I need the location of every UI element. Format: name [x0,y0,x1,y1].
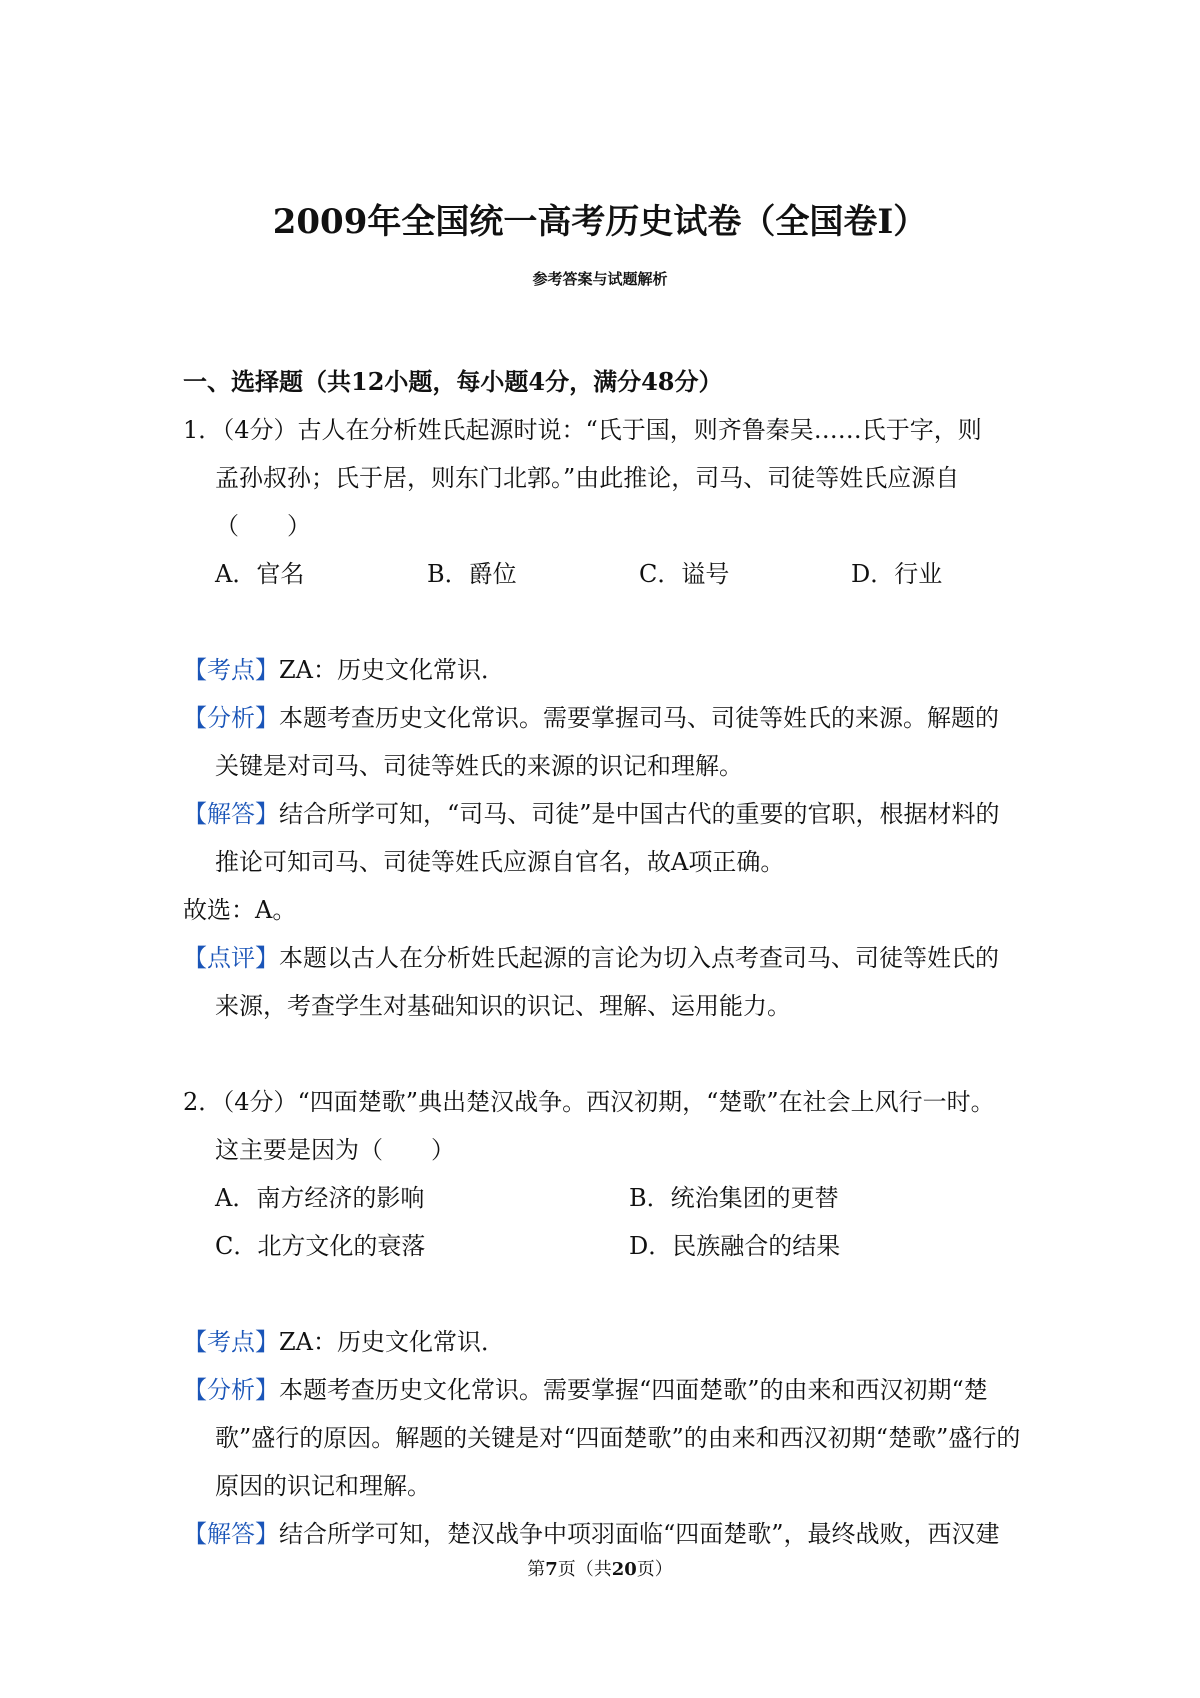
q2-fenxi-line-2: 歌”盛行的原因。解题的关键是对“四面楚歌”的由来和西汉初期“楚歌”盛行的 [215,1424,1021,1452]
footer-suffix: 页） [636,1559,673,1580]
q2-option-c: C．北方文化的衰落 [215,1232,426,1260]
section-heading: 一、选择题（共12小题，每小题4分，满分48分） [183,367,723,396]
footer-total-pages: 20 [611,1559,637,1580]
q1-fenxi-line-2: 关键是对司马、司徒等姓氏的来源的识记和理解。 [215,752,743,780]
q2-stem-line-1: 2．（4分）“四面楚歌”典出楚汉战争。西汉初期，“楚歌”在社会上风行一时。 [183,1088,995,1116]
kaodian-tag: 【考点】 [183,1328,279,1356]
dianping-tag: 【点评】 [183,944,279,972]
fenxi-text: 本题考查历史文化常识。需要掌握司马、司徒等姓氏的来源。解题的 [279,704,999,732]
q1-option-d: D．行业 [851,560,943,588]
jieda-tag: 【解答】 [183,1520,279,1548]
question-2 [183,1078,1033,1270]
jieda-text: 结合所学可知，楚汉战争中项羽面临“四面楚歌”，最终战败，西汉建 [279,1520,1000,1548]
q1-dianping [183,934,1033,982]
q1-stem-line-3: （ ） [215,512,311,540]
q1-jieda-line-2: 推论可知司马、司徒等姓氏应源自官名，故A项正确。 [215,848,785,876]
spacer [183,1030,1033,1078]
document-subtitle: 参考答案与试题解析 [532,270,668,288]
page-footer [0,1557,1200,1583]
q1-fenxi [183,694,1033,742]
q1-explanation [183,646,1033,1030]
q2-option-a: A．南方经济的影响 [215,1184,425,1212]
q1-option-b: B．爵位 [427,560,517,588]
dianping-text: 本题以古人在分析姓氏起源的言论为切入点考查司马、司徒等姓氏的 [279,944,999,972]
q1-option-a: A．官名 [215,560,305,588]
q1-dianping-line-2: 来源，考查学生对基础知识的识记、理解、运用能力。 [215,992,791,1020]
q2-options-row-1 [183,1174,1033,1222]
q2-option-d: D．民族融合的结果 [629,1232,841,1260]
q2-stem-line-2: 这主要是因为（ ） [215,1136,455,1164]
footer-middle: 页（共 [557,1559,612,1580]
q2-fenxi [183,1366,1033,1414]
q1-stem-line-1: 1．（4分）古人在分析姓氏起源时说：“氏于国，则齐鲁秦吴……氏于字，则 [183,416,982,444]
kaodian-tag: 【考点】 [183,656,279,684]
kaodian-text: ZA：历史文化常识． [279,656,506,684]
q1-stem-line-2: 孟孙叔孙；氏于居，则东门北郭。”由此推论，司马、司徒等姓氏应源自 [215,464,960,492]
document-title: 2009年全国统一高考历史试卷（全国卷I） [272,202,928,242]
jieda-tag: 【解答】 [183,800,279,828]
q1-answer: 故选：A。 [183,896,297,924]
q1-kaodian [183,646,1033,694]
q2-jieda [183,1510,1033,1558]
q1-options [183,550,1033,598]
q1-option-c: C．谥号 [639,560,730,588]
document-body [183,358,1033,1558]
jieda-text: 结合所学可知，“司马、司徒”是中国古代的重要的官职，根据材料的 [279,800,1000,828]
fenxi-text: 本题考查历史文化常识。需要掌握“四面楚歌”的由来和西汉初期“楚 [279,1376,988,1404]
q1-jieda [183,790,1033,838]
spacer [183,598,1033,646]
q2-kaodian [183,1318,1033,1366]
q2-option-b: B．统治集团的更替 [629,1184,839,1212]
kaodian-text: ZA：历史文化常识． [279,1328,506,1356]
question-1 [183,406,1033,598]
q2-fenxi-line-3: 原因的识记和理解。 [215,1472,431,1500]
fenxi-tag: 【分析】 [183,1376,279,1404]
q2-explanation [183,1318,1033,1558]
q2-options-row-2 [183,1222,1033,1270]
footer-page-number: 7 [545,1559,558,1580]
fenxi-tag: 【分析】 [183,704,279,732]
spacer [183,1270,1033,1318]
footer-prefix: 第 [527,1559,546,1580]
